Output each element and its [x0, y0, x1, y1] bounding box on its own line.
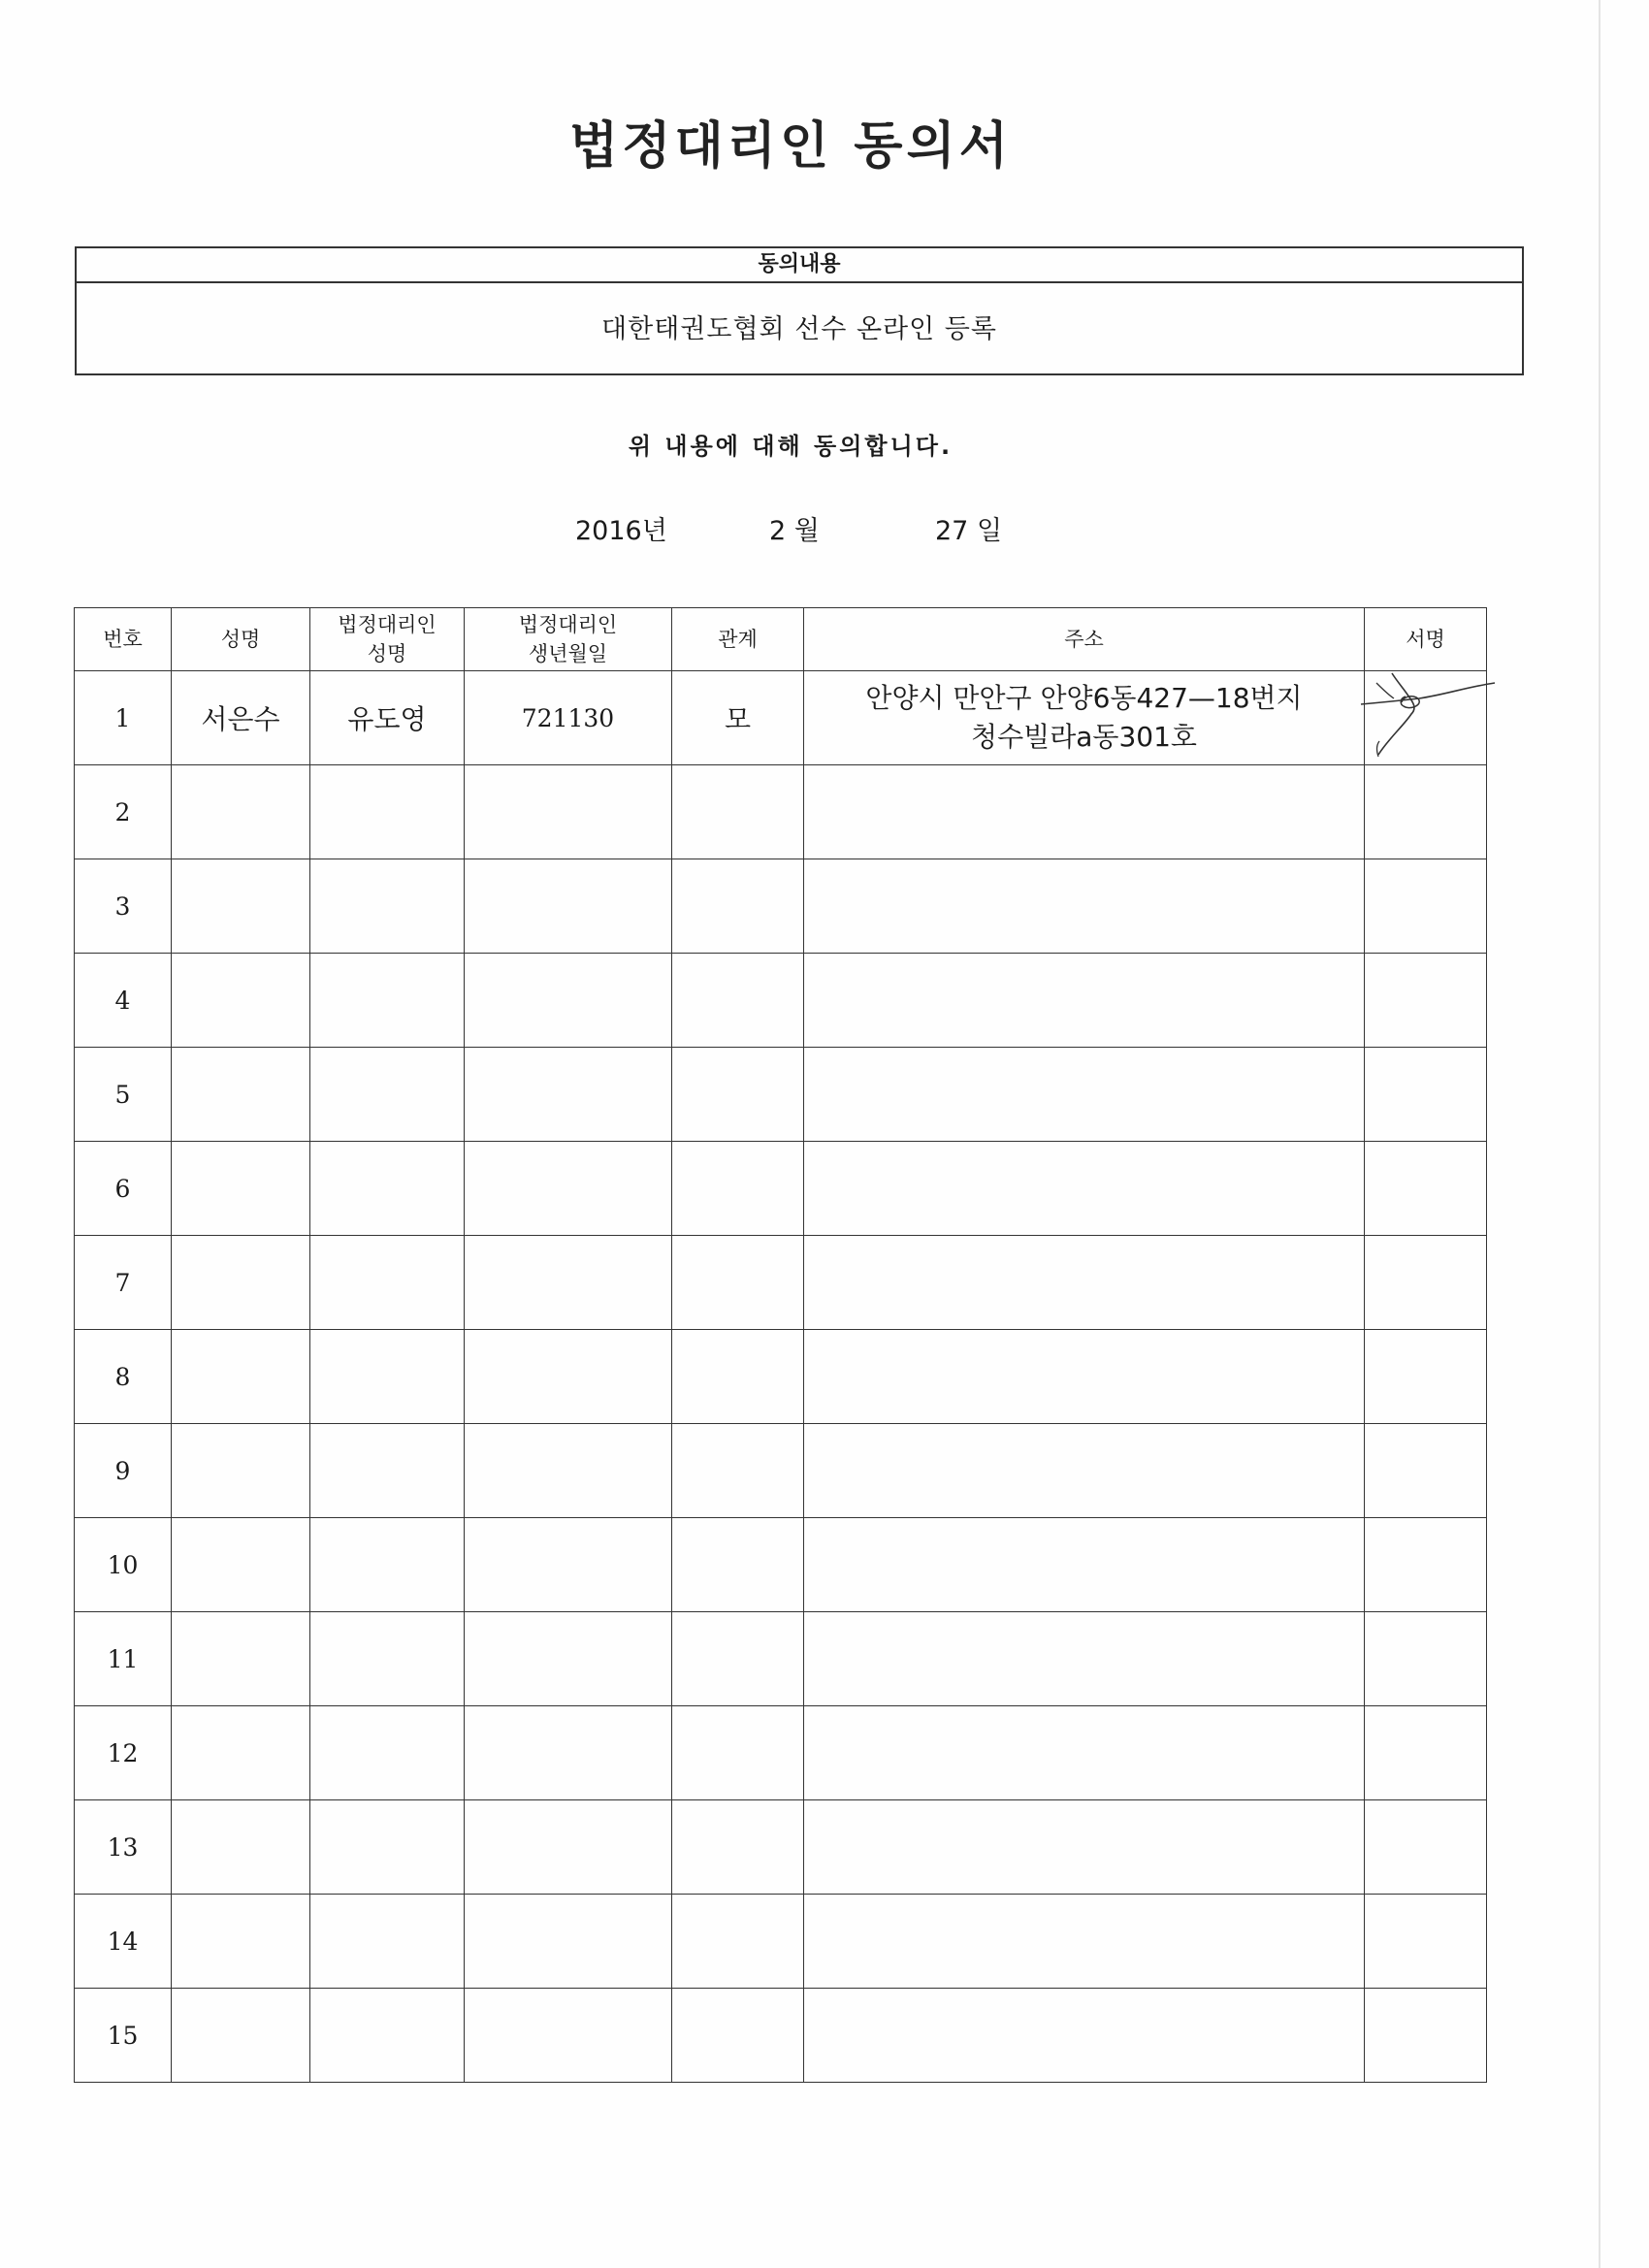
- cell-relation: [672, 1706, 804, 1800]
- cell-number: 2: [75, 765, 172, 859]
- cell-guardian-birth: [465, 1518, 672, 1612]
- cell-guardian-birth: [465, 1989, 672, 2083]
- cell-guardian-name: [310, 765, 465, 859]
- cell-address: [804, 1518, 1365, 1612]
- cell-name: [172, 1612, 310, 1706]
- cell-guardian-birth: [465, 1424, 672, 1518]
- table-row: [75, 1424, 1487, 1518]
- cell-name: [172, 765, 310, 859]
- cell-guardian-birth: [465, 954, 672, 1048]
- cell-guardian-name: [310, 1612, 465, 1706]
- cell-number: 14: [75, 1895, 172, 1989]
- cell-guardian-birth: [465, 1330, 672, 1424]
- cell-name: [172, 954, 310, 1048]
- cell-name: [172, 1989, 310, 2083]
- consent-section: [75, 246, 1524, 375]
- cell-signature: [1365, 1895, 1487, 1989]
- cell-signature: [1365, 765, 1487, 859]
- cell-guardian-name: [310, 1518, 465, 1612]
- cell-address: [804, 1236, 1365, 1330]
- col-header-guardian-name-line2: 성명: [367, 642, 407, 665]
- date-line: [0, 509, 1649, 548]
- table-row: [75, 1612, 1487, 1706]
- col-header-guardian-birth-line2: 생년월일: [528, 642, 608, 665]
- cell-address: [804, 1424, 1365, 1518]
- cell-number: 9: [75, 1424, 172, 1518]
- cell-signature: [1365, 1048, 1487, 1142]
- cell-relation: [672, 1800, 804, 1895]
- date-day: 27 일: [935, 516, 1003, 546]
- cell-name: [172, 1142, 310, 1236]
- cell-relation: 모: [672, 671, 804, 765]
- cell-guardian-birth: [465, 1142, 672, 1236]
- cell-number: 5: [75, 1048, 172, 1142]
- cell-guardian-name: [310, 1236, 465, 1330]
- scan-edge: [1599, 0, 1600, 2268]
- cell-guardian-name: [310, 1142, 465, 1236]
- cell-address: [804, 1706, 1365, 1800]
- table-row: [75, 859, 1487, 954]
- table-row: [75, 671, 1487, 765]
- cell-number: 4: [75, 954, 172, 1048]
- cell-guardian-birth: [465, 1612, 672, 1706]
- table-header-row: [75, 608, 1487, 671]
- table-row: [75, 765, 1487, 859]
- guardian-table: [74, 607, 1487, 2083]
- cell-relation: [672, 1330, 804, 1424]
- cell-guardian-birth: [465, 1048, 672, 1142]
- cell-guardian-birth: [465, 765, 672, 859]
- cell-name: [172, 1518, 310, 1612]
- cell-relation: [672, 765, 804, 859]
- consent-content: 대한태권도협회 선수 온라인 등록: [601, 314, 997, 344]
- col-header-number: 번호: [75, 608, 172, 671]
- cell-relation: [672, 1142, 804, 1236]
- col-header-signature: 서명: [1365, 608, 1487, 671]
- cell-relation: [672, 1424, 804, 1518]
- cell-address: [804, 954, 1365, 1048]
- cell-signature: [1365, 671, 1487, 765]
- cell-number: 10: [75, 1518, 172, 1612]
- cell-signature: [1365, 1989, 1487, 2083]
- address-line-2: 청수빌라a동301호: [971, 721, 1197, 753]
- cell-relation: [672, 1236, 804, 1330]
- cell-signature: [1365, 954, 1487, 1048]
- cell-address: [804, 765, 1365, 859]
- cell-signature: [1365, 1330, 1487, 1424]
- cell-relation: [672, 1612, 804, 1706]
- cell-signature: [1365, 1612, 1487, 1706]
- table-row: [75, 1048, 1487, 1142]
- cell-name: [172, 1895, 310, 1989]
- cell-number: 1: [75, 671, 172, 765]
- date-month: 2 월: [769, 516, 820, 546]
- handwritten-signature: [1353, 667, 1499, 764]
- cell-number: 6: [75, 1142, 172, 1236]
- document-title: 법정대리인 동의서: [569, 117, 1012, 176]
- cell-number: 7: [75, 1236, 172, 1330]
- cell-guardian-birth: [465, 1236, 672, 1330]
- cell-guardian-birth: [465, 1706, 672, 1800]
- cell-relation: [672, 1895, 804, 1989]
- table-body: [75, 671, 1487, 2083]
- cell-name: [172, 1424, 310, 1518]
- cell-guardian-birth: [465, 859, 672, 954]
- table-row: [75, 1518, 1487, 1612]
- col-header-guardian-name: [310, 608, 465, 671]
- address-line-1: 안양시 만안구 안양6동427—18번지: [865, 682, 1303, 714]
- cell-signature: [1365, 1800, 1487, 1895]
- cell-number: 12: [75, 1706, 172, 1800]
- cell-name: [172, 1800, 310, 1895]
- col-header-guardian-birth-line1: 법정대리인: [518, 613, 618, 636]
- cell-guardian-name: [310, 859, 465, 954]
- col-header-guardian-name-line1: 법정대리인: [338, 613, 436, 636]
- cell-guardian-name: 유도영: [310, 671, 465, 765]
- cell-relation: [672, 1989, 804, 2083]
- table-row: [75, 1895, 1487, 1989]
- date-year: 2016년: [575, 516, 667, 546]
- cell-guardian-name: [310, 954, 465, 1048]
- cell-guardian-birth: [465, 1895, 672, 1989]
- table-row: [75, 1800, 1487, 1895]
- table-row: [75, 1989, 1487, 2083]
- cell-address: [804, 859, 1365, 954]
- table-row: [75, 1142, 1487, 1236]
- cell-address: [804, 1330, 1365, 1424]
- table-row: [75, 954, 1487, 1048]
- cell-address: [804, 1612, 1365, 1706]
- cell-signature: [1365, 859, 1487, 954]
- cell-guardian-name: [310, 1895, 465, 1989]
- cell-guardian-name: [310, 1330, 465, 1424]
- cell-number: 11: [75, 1612, 172, 1706]
- cell-number: 8: [75, 1330, 172, 1424]
- cell-name: [172, 1048, 310, 1142]
- cell-guardian-birth: 721130: [465, 671, 672, 765]
- cell-signature: [1365, 1236, 1487, 1330]
- cell-guardian-birth: [465, 1800, 672, 1895]
- cell-guardian-name: [310, 1048, 465, 1142]
- cell-signature: [1365, 1424, 1487, 1518]
- cell-number: 15: [75, 1989, 172, 2083]
- cell-name: [172, 1330, 310, 1424]
- cell-relation: [672, 859, 804, 954]
- cell-address: [804, 1895, 1365, 1989]
- col-header-address: 주소: [804, 608, 1365, 671]
- cell-relation: [672, 1048, 804, 1142]
- col-header-guardian-birth: [465, 608, 672, 671]
- agreement-statement: 위 내용에 대해 동의합니다.: [628, 433, 954, 460]
- table-row: [75, 1330, 1487, 1424]
- cell-number: 3: [75, 859, 172, 954]
- cell-name: [172, 1236, 310, 1330]
- cell-signature: [1365, 1706, 1487, 1800]
- cell-address: [804, 1989, 1365, 2083]
- cell-name: [172, 859, 310, 954]
- cell-relation: [672, 1518, 804, 1612]
- table-row: [75, 1706, 1487, 1800]
- cell-guardian-name: [310, 1800, 465, 1895]
- cell-name: [172, 1706, 310, 1800]
- table-row: [75, 1236, 1487, 1330]
- cell-address: [804, 1142, 1365, 1236]
- cell-signature: [1365, 1518, 1487, 1612]
- consent-header: 동의내용: [77, 248, 1522, 283]
- cell-address: [804, 1048, 1365, 1142]
- cell-guardian-name: [310, 1989, 465, 2083]
- cell-address: [804, 1800, 1365, 1895]
- cell-address: [804, 671, 1365, 765]
- cell-guardian-name: [310, 1424, 465, 1518]
- cell-guardian-name: [310, 1706, 465, 1800]
- cell-relation: [672, 954, 804, 1048]
- col-header-relation: 관계: [672, 608, 804, 671]
- cell-signature: [1365, 1142, 1487, 1236]
- cell-number: 13: [75, 1800, 172, 1895]
- cell-name: 서은수: [172, 671, 310, 765]
- col-header-name: 성명: [172, 608, 310, 671]
